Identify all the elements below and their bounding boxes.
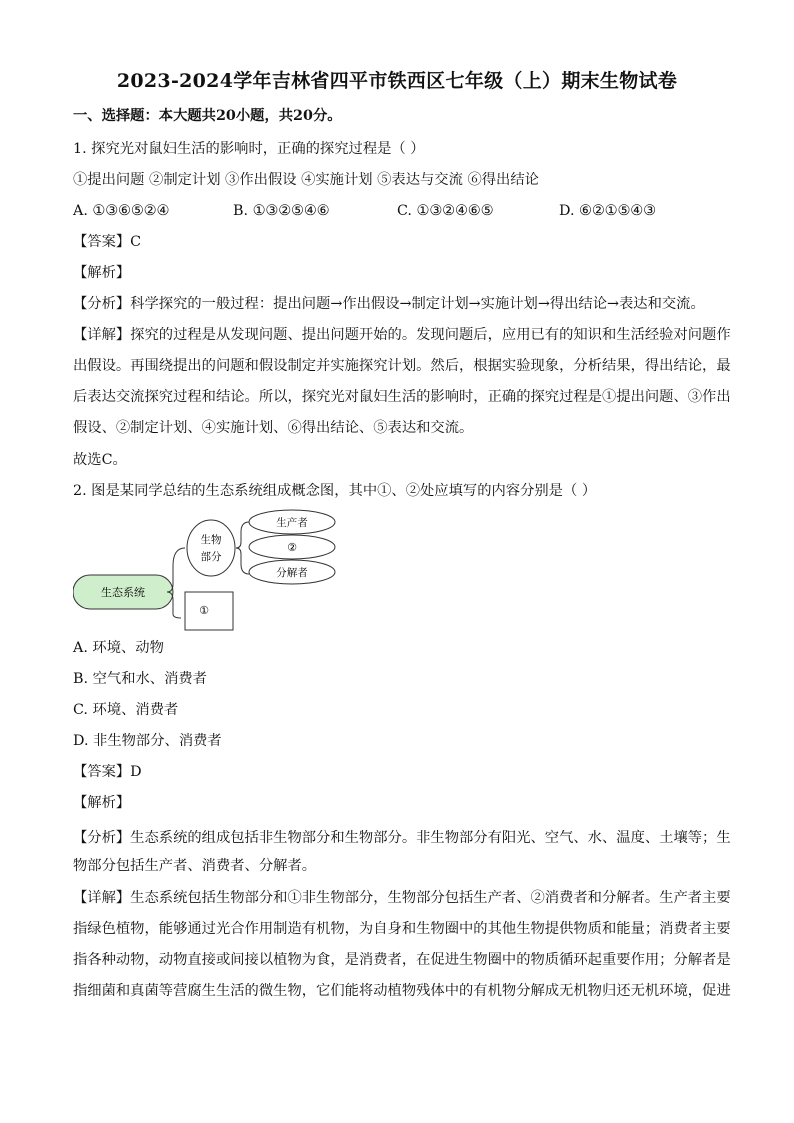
q2-detail-line: 指各种动物，动物直接或间接以植物为食，是消费者，在促进生物圈中的物质循环起重要作用；分解者是 [73, 952, 731, 968]
q1-option-c: C. ①③②④⑥⑤ [397, 203, 494, 219]
q1-option-a: A. ①③⑥⑤②④ [73, 203, 170, 219]
q1-detail-line: 后表达交流探究过程和结论。所以，探究光对鼠妇生活的影响时，正确的探究过程是①提出问题、③作出 [73, 389, 731, 405]
page-title: 2023-2024学年吉林省四平市铁西区七年级（上）期末生物试卷 [116, 70, 678, 92]
q2-detail-line: 指绿色植物，能够通过光合作用制造有机物，为自身和生物圈中的其他生物提供物质和能量；消费者主要 [73, 921, 731, 937]
diagram-bio-label: 生物 [200, 534, 222, 546]
q1-conclusion: 故选C。 [73, 452, 127, 468]
diagram-producer-label: 生产者 [276, 517, 308, 529]
q1-option-b: B. ①③②⑤④⑥ [233, 203, 330, 219]
diagram-brace-bio [236, 522, 249, 574]
q2-stem: 2. 图是某同学总结的生态系统组成概念图，其中①、②处应填写的内容分别是（ ） [73, 483, 597, 499]
diagram-bio-label: 部分 [200, 551, 222, 563]
diagram-bio-node [187, 520, 235, 576]
q2-answer: 【答案】D [73, 764, 142, 780]
diagram-decomposer-label: 分解者 [276, 567, 308, 579]
q1-option-d: D. ⑥②①⑤④③ [559, 203, 656, 219]
q1-fenxi: 【分析】科学探究的一般过程：提出问题→作出假设→制定计划→实施计划→得出结论→表达和交流。 [73, 296, 705, 312]
q1-analysis-label: 【解析】 [73, 265, 131, 281]
ecosystem-concept-diagram [73, 506, 373, 636]
q2-option-b: B. 空气和水、消费者 [73, 671, 207, 687]
q2-detail-line: 【详解】生态系统包括生物部分和①非生物部分，生物部分包括生产者、②消费者和分解者。生产者主要 [73, 890, 731, 906]
q2-analysis-label: 【解析】 [73, 795, 131, 811]
q2-option-c: C. 环境、消费者 [73, 702, 179, 718]
diagram-root-label: 生态系统 [101, 586, 145, 599]
diagram-slot1-box [185, 592, 233, 630]
section-heading: 一、选择题：本大题共20小题，共20分。 [73, 108, 342, 124]
q2-fenxi-line: 物部分包括生产者、消费者、分解者。 [73, 858, 317, 874]
q1-detail-line: 【详解】探究的过程是从发现问题、提出问题开始的。发现问题后，应用已有的知识和生活经验对问题作 [73, 327, 731, 343]
q2-option-a: A. 环境、动物 [73, 640, 164, 656]
q1-detail-line: 出假设。再围绕提出的问题和假设制定并实施探究计划。然后，根据实验现象，分析结果，得出结论，最 [73, 358, 731, 374]
diagram-slot1-label: ① [199, 604, 209, 617]
q2-option-d: D. 非生物部分、消费者 [73, 733, 222, 749]
q1-detail-line: 假设、②制定计划、④实施计划、⑥得出结论、⑤表达和交流。 [73, 420, 474, 436]
q2-fenxi-line: 【分析】生态系统的组成包括非生物部分和生物部分。非生物部分有阳光、空气、水、温度、土壤等；生 [73, 830, 731, 846]
q1-stem: 1. 探究光对鼠妇生活的影响时，正确的探究过程是（ ） [73, 141, 425, 157]
q1-steps: ①提出问题 ②制定计划 ③作出假设 ④实施计划 ⑤表达与交流 ⑥得出结论 [73, 172, 539, 188]
diagram-slot2-label: ② [287, 541, 297, 554]
q2-detail-line: 指细菌和真菌等营腐生生活的微生物，它们能将动植物残体中的有机物分解成无机物归还无机环境，促进 [73, 983, 731, 999]
q1-answer: 【答案】C [73, 234, 142, 250]
